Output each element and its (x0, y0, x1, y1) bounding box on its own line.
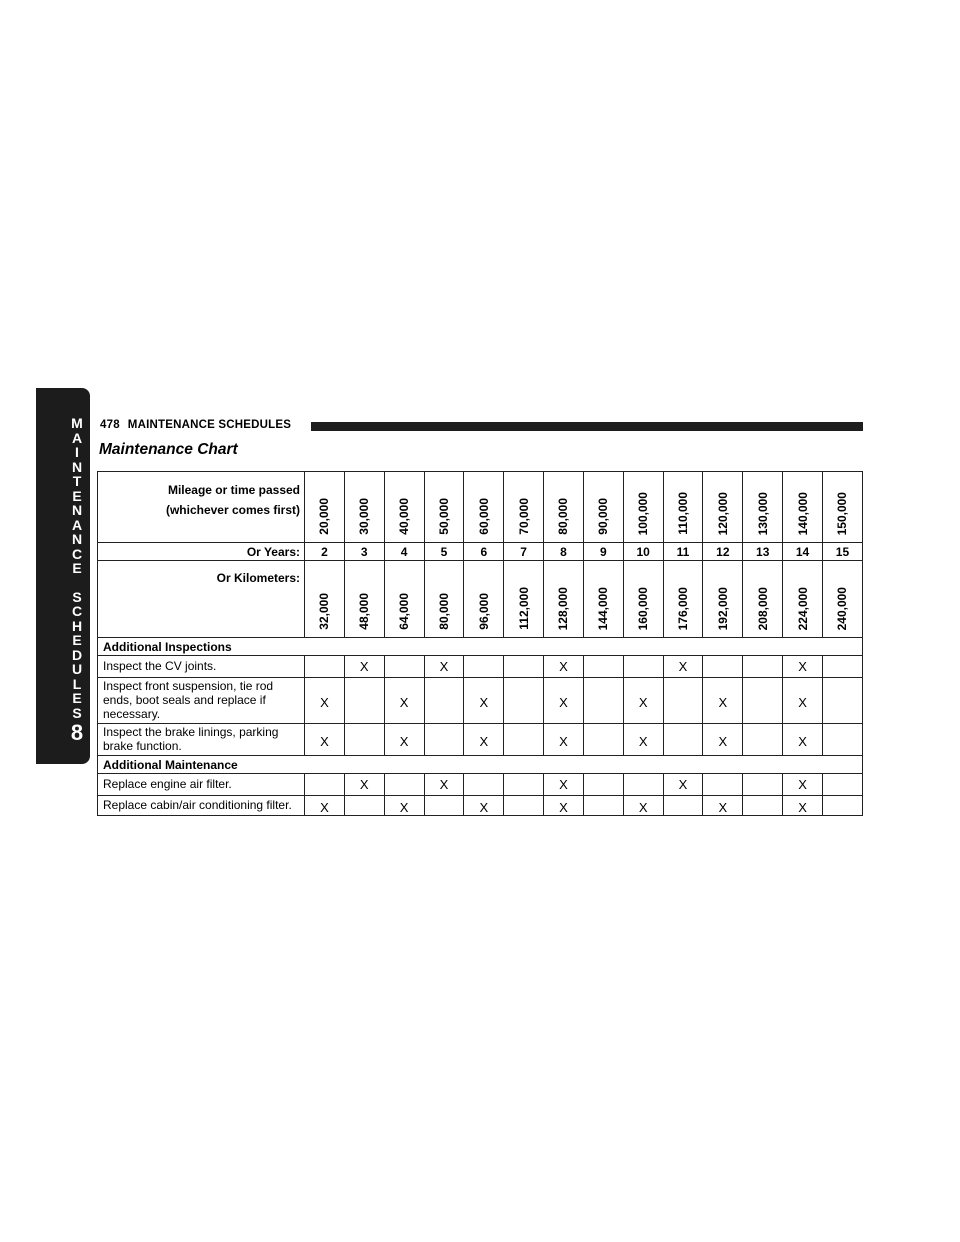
mileage-cell (344, 472, 384, 543)
section-title: Additional Inspections (98, 638, 863, 656)
service-mark (504, 656, 544, 678)
service-mark: X (305, 678, 345, 724)
mileage-value: 150,000 (835, 491, 850, 535)
service-mark: X (544, 796, 584, 816)
mileage-value: 20,000 (317, 498, 332, 535)
years-value: 14 (783, 543, 823, 561)
service-mark (583, 678, 623, 724)
service-mark: X (344, 656, 384, 678)
service-mark (583, 724, 623, 756)
mileage-cell (583, 472, 623, 543)
service-mark: X (305, 724, 345, 756)
kilometers-cell (344, 561, 384, 638)
service-mark: X (783, 678, 823, 724)
page-header (100, 419, 291, 431)
kilometers-cell (743, 561, 783, 638)
service-mark (703, 774, 743, 796)
service-mark (464, 774, 504, 796)
service-mark: X (464, 724, 504, 756)
service-mark: X (544, 678, 584, 724)
maintenance-item-row (98, 724, 863, 756)
side-tab-letter: A (71, 516, 83, 533)
kilometers-value: 64,000 (397, 593, 412, 630)
maintenance-item-row (98, 678, 863, 724)
service-mark: X (464, 796, 504, 816)
kilometers-cell (623, 561, 663, 638)
item-description: Inspect front suspension, tie rod ends, boot seals and replace if necessary. (98, 678, 305, 724)
service-mark: X (464, 678, 504, 724)
kilometers-value: 176,000 (676, 586, 691, 630)
service-mark: X (544, 724, 584, 756)
service-mark (344, 724, 384, 756)
years-value: 12 (703, 543, 743, 561)
mileage-cell (783, 472, 823, 543)
kilometers-cell (305, 561, 345, 638)
item-description: Inspect the CV joints. (98, 656, 305, 678)
mileage-cell (384, 472, 424, 543)
mileage-value: 60,000 (476, 498, 491, 535)
mileage-value: 30,000 (357, 498, 372, 535)
kilometers-value: 224,000 (795, 586, 810, 630)
side-tab-letter: E (72, 632, 82, 648)
mileage-cell (623, 472, 663, 543)
maintenance-item-row (98, 774, 863, 796)
side-tab-letter: A (71, 429, 83, 446)
service-mark (583, 774, 623, 796)
section-title: MAINTENANCE SCHEDULES (127, 419, 292, 431)
service-mark (743, 796, 783, 816)
section-title: Additional Maintenance (98, 756, 863, 774)
service-mark (384, 774, 424, 796)
mileage-cell (743, 472, 783, 543)
years-value: 11 (663, 543, 703, 561)
section-row (98, 756, 863, 774)
service-mark: X (623, 724, 663, 756)
kilometers-cell (783, 561, 823, 638)
years-header-row (98, 543, 863, 561)
kilometers-cell (504, 561, 544, 638)
mileage-value: 90,000 (596, 498, 611, 535)
kilometers-value: 48,000 (357, 593, 372, 630)
side-tab-letter: C (71, 603, 83, 619)
side-tab-letter: E (72, 487, 82, 504)
kilometers-cell (544, 561, 584, 638)
service-mark: X (384, 678, 424, 724)
years-value: 15 (822, 543, 862, 561)
kilometers-value: 112,000 (516, 587, 531, 630)
service-mark (583, 796, 623, 816)
item-description: Inspect the brake linings, parking brake function. (98, 724, 305, 756)
service-mark: X (663, 656, 703, 678)
mileage-cell (544, 472, 584, 543)
service-mark (305, 774, 345, 796)
mileage-value: 100,000 (636, 491, 651, 535)
service-mark (822, 774, 862, 796)
service-mark: X (703, 678, 743, 724)
mileage-cell (305, 472, 345, 543)
years-value: 10 (623, 543, 663, 561)
mileage-label-line1: Mileage or time passed (167, 483, 300, 497)
service-mark: X (663, 774, 703, 796)
service-mark (822, 656, 862, 678)
service-mark: X (783, 796, 823, 816)
mileage-cell (504, 472, 544, 543)
years-value: 2 (305, 543, 345, 561)
service-mark (743, 678, 783, 724)
mileage-value: 80,000 (556, 498, 571, 535)
mileage-value: 70,000 (516, 498, 531, 535)
years-value: 9 (583, 543, 623, 561)
kilometers-value: 192,000 (715, 586, 730, 630)
service-mark: X (384, 796, 424, 816)
service-mark: X (623, 796, 663, 816)
kilometers-cell (424, 561, 464, 638)
side-tab-letter: T (72, 473, 82, 489)
years-value: 6 (464, 543, 504, 561)
service-mark: X (384, 724, 424, 756)
years-value: 7 (504, 543, 544, 561)
service-mark (663, 678, 703, 724)
kilometers-cell (822, 561, 862, 638)
service-mark (623, 774, 663, 796)
page-number: 478 (100, 419, 120, 431)
kilometers-cell (703, 561, 743, 638)
years-value: 8 (544, 543, 584, 561)
mileage-cell (703, 472, 743, 543)
kilometers-label: Or Kilometers: (98, 561, 305, 638)
service-mark: X (703, 724, 743, 756)
side-tab-letter: N (71, 502, 83, 518)
service-mark (743, 656, 783, 678)
mileage-cell (464, 472, 504, 543)
mileage-label (98, 472, 305, 543)
maintenance-item-row (98, 656, 863, 678)
side-tab-letter: C (71, 545, 83, 562)
service-mark (424, 678, 464, 724)
service-mark (703, 656, 743, 678)
kilometers-value: 128,000 (556, 586, 571, 630)
side-tab-letter: S (72, 588, 82, 605)
service-mark (504, 678, 544, 724)
service-mark (305, 656, 345, 678)
side-tab-letter: E (72, 690, 82, 706)
kilometers-value: 160,000 (636, 586, 651, 630)
side-tab-letter: D (71, 646, 83, 663)
kilometers-cell (464, 561, 504, 638)
service-mark (822, 724, 862, 756)
service-mark: X (344, 774, 384, 796)
kilometers-value: 32,000 (317, 593, 332, 630)
service-mark (344, 678, 384, 724)
service-mark: X (424, 774, 464, 796)
service-mark (822, 796, 862, 816)
service-mark: X (623, 678, 663, 724)
side-tab-letter: S (72, 704, 82, 721)
years-label: Or Years: (98, 543, 305, 561)
service-mark: X (783, 774, 823, 796)
side-tab-letter: I (75, 444, 79, 460)
service-mark (743, 724, 783, 756)
service-mark (623, 656, 663, 678)
side-tab-letter: E (72, 560, 82, 576)
kilometers-header-row (98, 561, 863, 638)
maintenance-chart-table (97, 471, 863, 816)
kilometers-value: 240,000 (835, 586, 850, 630)
service-mark (424, 724, 464, 756)
service-mark: X (424, 656, 464, 678)
kilometers-value: 208,000 (755, 586, 770, 630)
service-mark: X (544, 656, 584, 678)
section-row (98, 638, 863, 656)
kilometers-cell (583, 561, 623, 638)
service-mark (504, 774, 544, 796)
service-mark (663, 796, 703, 816)
service-mark: X (305, 796, 345, 816)
side-tab-letter: M (71, 415, 83, 431)
side-tab-letter: N (71, 531, 83, 547)
service-mark: X (783, 656, 823, 678)
mileage-cell (822, 472, 862, 543)
chapter-tab-label (62, 416, 92, 745)
years-value: 4 (384, 543, 424, 561)
kilometers-value: 96,000 (476, 593, 491, 630)
service-mark (464, 656, 504, 678)
mileage-cell (424, 472, 464, 543)
mileage-cell (663, 472, 703, 543)
mileage-value: 110,000 (676, 492, 691, 535)
side-tab-letter: L (72, 675, 82, 692)
mileage-label-line2: (whichever comes first) (165, 503, 300, 517)
mileage-value: 50,000 (436, 498, 451, 535)
item-description: Replace engine air filter. (98, 774, 305, 796)
page-title: Maintenance Chart (99, 441, 238, 458)
side-tab-letter: N (71, 458, 83, 475)
service-mark: X (703, 796, 743, 816)
mileage-header-row (98, 472, 863, 543)
service-mark (344, 796, 384, 816)
years-value: 3 (344, 543, 384, 561)
maintenance-item-row (98, 796, 863, 816)
kilometers-value: 80,000 (436, 593, 451, 630)
side-tab-letter: H (71, 617, 83, 634)
kilometers-cell (384, 561, 424, 638)
years-value: 13 (743, 543, 783, 561)
mileage-value: 120,000 (715, 491, 730, 535)
item-description: Replace cabin/air conditioning filter. (98, 796, 305, 816)
service-mark: X (544, 774, 584, 796)
service-mark (822, 678, 862, 724)
kilometers-cell (663, 561, 703, 638)
mileage-value: 140,000 (795, 491, 810, 535)
service-mark (663, 724, 703, 756)
header-rule (311, 422, 863, 431)
service-mark (743, 774, 783, 796)
mileage-value: 130,000 (755, 491, 770, 535)
service-mark: X (783, 724, 823, 756)
service-mark (384, 656, 424, 678)
service-mark (504, 724, 544, 756)
kilometers-value: 144,000 (596, 586, 611, 630)
years-value: 5 (424, 543, 464, 561)
service-mark (583, 656, 623, 678)
mileage-value: 40,000 (397, 498, 412, 535)
service-mark (504, 796, 544, 816)
side-tab-letter: 8 (70, 720, 84, 745)
service-mark (424, 796, 464, 816)
side-tab-letter: U (71, 661, 83, 677)
